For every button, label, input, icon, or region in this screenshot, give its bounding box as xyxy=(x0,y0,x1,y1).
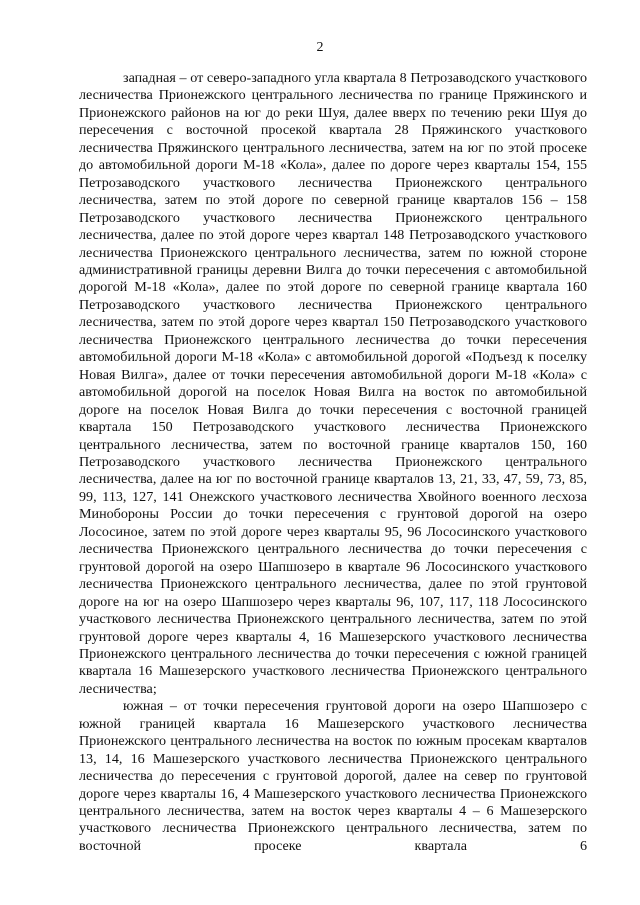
page-number: 2 xyxy=(316,40,324,55)
paragraph-southern-boundary: южная – от точки пересечения грунтовой дороги на озеро Шапшозеро с южной границей квартала 16 Машезерского участкового лесничества Прионежского центрального лесничества на восток по южным просекам кварталов 13, 14, 16 Машезерского участкового лесничества Прионежского центрального лесничества до пересечения с грунтовой дорогой, далее на север по грунтовой дороге через кварталы 16, 4 Машезерского участкового лесничества Прионежского центрального лесничества, затем на восток через кварталы 4 – 6 Машезерского участкового лесничества Прионежского центрального лесничества, затем по восточной просеке квартала 6 xyxy=(79,698,587,854)
paragraph-western-boundary: западная – от северо-западного угла квартала 8 Петрозаводского участкового лесничества Прионежского центрального лесничества по границе Пряжинского и Прионежского районов на юг до реки Шуя, далее вверх по течению реки Шуя до пересечения с восточной просекой квартала 28 Пряжинского участкового лесничества Пряжинского центрального лесничества, затем на юг по этой просеке до автомобильной дороги М-18 «Кола», далее по дороге через кварталы 154, 155 Петрозаводского участкового лесничества Прионежского центрального лесничества, затем по этой дороге по северной границе кварталов 156 – 158 Петрозаводского участкового лесничества Прионежского центрального лесничества, далее по этой дороге через квартал 148 Петрозаводского участкового лесничества Прионежского центрального лесничества, затем по южной стороне административной границы деревни Вилга до точки пересечения с автомобильной дорогой М-18 «Кола», далее по этой дороге по северной границе квартала 160 Петрозаводского участкового лесничества Прионежского центрального лесничества, затем по этой дороге через квартал 150 Петрозаводского участкового лесничества Прионежского центрального лесничества до точки пересечения автомобильной дороги М-18 «Кола» с автомобильной дорогой «Подъезд к поселку Новая Вилга», далее от точки пересечения автомобильной дороги М-18 «Кола» с автомобильной дорогой на поселок Новая Вилга на восток по автомобильной дороге на поселок Новая Вилга до точки пересечения с восточной границей квартала 150 Петрозаводского участкового лесничества Прионежского центрального лесничества, затем по восточной границе кварталов 150, 160 Петрозаводского участкового лесничества Прионежского центрального лесничества, далее на юг по восточной границе кварталов 13, 21, 33, 47, 59, 73, 85, 99, 113, 127, 141 Онежского участкового лесничества Хвойного военного лесхоза Минобороны России до точки пересечения с грунтовой дорогой на озеро Лососиное, затем по этой дороге через кварталы 95, 96 Лососинского участкового лесничества Прионежского центрального лесничества до точки пересечения с грунтовой дорогой на озеро Шапшозеро в квартале 96 Лососинского участкового лесничества Прионежского центрального лесничества, далее по этой грунтовой дороге на юг на озеро Шапшозеро через кварталы 96, 107, 117, 118 Лососинского участкового лесничества Прионежского центрального лесничества, затем по этой грунтовой дороге через кварталы 4, 16 Машезерского участкового лесничества Прионежского центрального лесничества до точки пересечения с южной границей квартала 16 Машезерского участкового лесничества Прионежского центрального лесничества; xyxy=(79,70,587,697)
document-body xyxy=(79,70,587,855)
